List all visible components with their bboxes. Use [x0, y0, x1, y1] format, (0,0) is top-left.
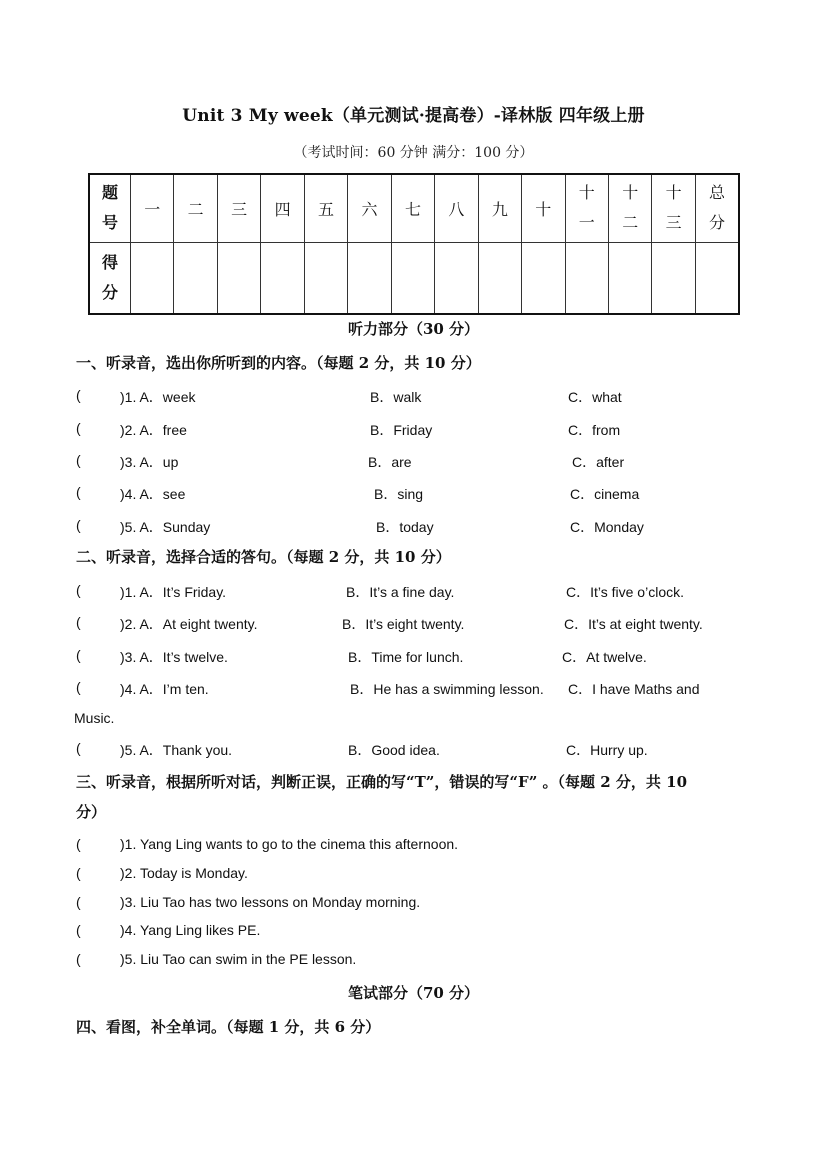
score-cell[interactable]	[261, 242, 304, 314]
score-cell[interactable]	[304, 242, 347, 314]
col-11: 十 一	[565, 174, 608, 242]
score-cell[interactable]	[174, 242, 217, 314]
part1-heading: 一、听录音，选出你所听到的内容。（每题 2 分，共 10 分）	[76, 354, 481, 372]
part4-heading: 四、看图，补全单词。（每题 1 分，共 6 分）	[76, 1018, 381, 1036]
score-cell[interactable]	[695, 242, 739, 314]
wrapped-text: Music.	[74, 710, 115, 726]
row-head-question-number: 题 号	[89, 174, 131, 242]
score-cell[interactable]	[435, 242, 478, 314]
score-cell[interactable]	[652, 242, 695, 314]
score-cell[interactable]	[131, 242, 174, 314]
written-section-title: 笔试部分（70 分）	[347, 984, 480, 1002]
part2-heading: 二、听录音，选择合适的答句。（每题 2 分，共 10 分）	[76, 548, 451, 566]
col-total: 总 分	[695, 174, 739, 242]
score-cell[interactable]	[478, 242, 521, 314]
score-cell[interactable]	[348, 242, 391, 314]
score-cell[interactable]	[608, 242, 651, 314]
col-5: 五	[304, 174, 347, 242]
col-3: 三	[217, 174, 260, 242]
part3-heading-cont: 分）	[76, 803, 107, 821]
row-head-score: 得 分	[89, 242, 131, 314]
col-8: 八	[435, 174, 478, 242]
col-2: 二	[174, 174, 217, 242]
col-7: 七	[391, 174, 434, 242]
col-1: 一	[131, 174, 174, 242]
col-4: 四	[261, 174, 304, 242]
col-13: 十 三	[652, 174, 695, 242]
score-table	[88, 173, 740, 315]
score-cell[interactable]	[522, 242, 565, 314]
col-6: 六	[348, 174, 391, 242]
score-cell[interactable]	[565, 242, 608, 314]
part3-heading: 三、听录音，根据所听对话，判断正误，正确的写“T”，错误的写“F” 。（每题 2 分，共 10	[76, 773, 688, 791]
col-9: 九	[478, 174, 521, 242]
page-title: Unit 3 My week（单元测试·提高卷）-译林版 四年级上册	[182, 106, 645, 126]
score-cell[interactable]	[217, 242, 260, 314]
col-12: 十 二	[608, 174, 651, 242]
exam-info: （考试时间：60 分钟 满分：100 分）	[293, 145, 534, 161]
score-cell[interactable]	[391, 242, 434, 314]
listening-section-title: 听力部分（30 分）	[347, 320, 480, 338]
col-10: 十	[522, 174, 565, 242]
